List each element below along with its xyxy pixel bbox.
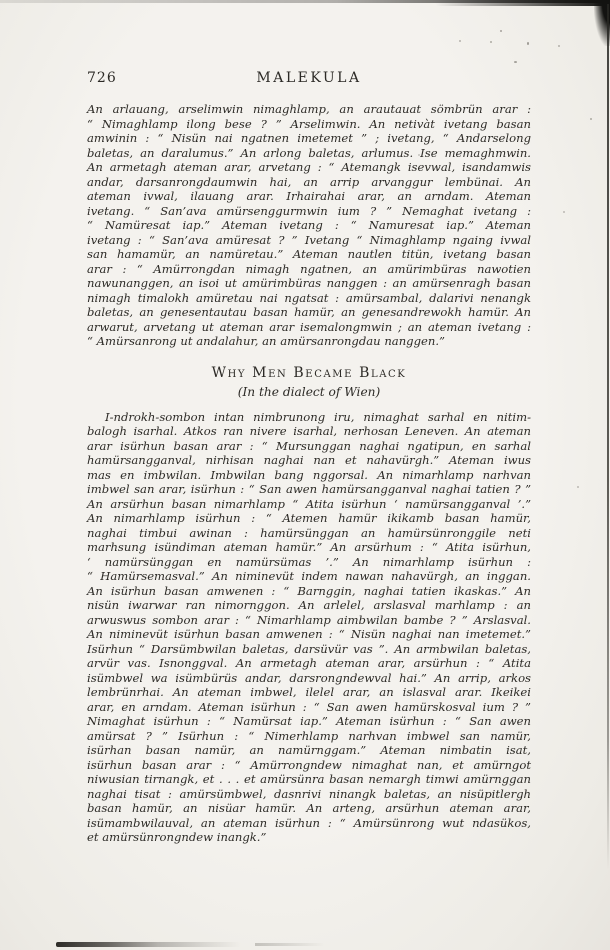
text-line: nimagh timalokh amüretau nai ngatsat : amürsambal, dalarivi nenangk (87, 290, 531, 305)
text-line: “ Nimaghlamp ilong bese ? ” Arselimwin. An netivàt ivetang basan (87, 116, 531, 131)
text-line: naghai timbui awinan : hamürsünggan an hamürsünronggile neti (87, 525, 531, 540)
text-line: balogh isarhal. Atkos ran nivere isarhal, nerhosan Leneven. An ateman (87, 424, 531, 438)
text-line: nawunanggen, an isoi ut amürimbüras nanggen : an amürsenragh basan (87, 276, 531, 290)
scan-speckle (558, 45, 560, 47)
text-line: arwarut, arvetang ut ateman arar isemalongmwin ; an ateman ivetang : (87, 319, 531, 334)
text-line: arvür vas. Isnonggval. An armetagh ateman arar, arsürhun : “ Atita (87, 656, 531, 670)
running-title: MALEKULA (256, 70, 362, 86)
scan-speckle (490, 41, 492, 43)
story-heading (87, 365, 531, 399)
text-line: An armetagh ateman arar, arvetang : “ Atemangk isevwal, isandamwis (87, 160, 531, 174)
text-line: An arlauang, arselimwin nimaghlamp, an arautauat sömbrün arar : (87, 102, 531, 116)
text-line: arwuswus sombon arar : “ Nimarhlamp aimbwilan bambe ? ” Arslasval. (87, 612, 531, 627)
scan-top-right-edge-artifact (435, 0, 610, 6)
text-line: marhsung isündiman ateman hamür.” An arsürhum : “ Atita isürhun, (87, 540, 531, 554)
text-line: arar, en arndam. Ateman isürhun : “ San awen hamürskosval ium ? ” (87, 699, 531, 714)
text-line: naghai tisat : amürsümbwel, dasnrivi ninangk baletas, an nisüpitlergh (87, 786, 531, 801)
scan-speckle (514, 61, 517, 63)
scan-speckle (590, 118, 592, 120)
text-line: “ Hamürsemasval.” An niminevüt indem nawan nahavürgh, an inggan. (87, 569, 531, 583)
text-line: ‘ namürsünggan en namürsümas ’.” An nimarhlamp isürhun : (87, 554, 531, 569)
text-line: arar isürhun basan arar : “ Mursunggan naghai ngatipun, en sarhal (87, 438, 531, 453)
text-line: niwusian tirnangk, et . . . et amürsünra basan nemargh timwi amürnggan (87, 772, 531, 786)
text-line: basan hamür, an nisüar hamür. An arteng, arsürhun ateman arar, (87, 801, 531, 815)
text-line: hamürsangganval, nirhisan naghai nan et nahavürgh.” Ateman iwus (87, 453, 531, 467)
text-line: “ Namüresat iap.” Ateman ivetang : “ Namuresat iap.” Ateman (87, 218, 531, 232)
text-line: An arsürhun basan nimarhlamp “ Atita isürhun ‘ namürsangganval ’.” (87, 496, 531, 511)
text-line: et amürsünrongndew inangk.” (87, 830, 267, 844)
text-line: amürsat ? ” Isürhun : “ Nimerhlamp narhvan imbwel san namür, (87, 728, 531, 743)
story-title: Why Men Became Black (211, 364, 407, 381)
paragraph-continuation (87, 102, 531, 349)
page-number: 726 (87, 70, 117, 86)
text-line: isümbwel wa isümbürüs andar, darsrongndewval hai.” An arrip, arkos (87, 670, 531, 685)
text-line: “ Amürsanrong ut andalahur, an amürsanrongdau nanggen.” (87, 334, 445, 348)
text-line: arar : “ Amürrongdan nimagh ngatnen, an amürimbüras nawotien (87, 261, 531, 276)
text-line: An nimarhlamp isürhun : “ Atemen hamür ikikamb basan hamür, (87, 511, 531, 525)
text-line: An isürhun basan amwenen : “ Barnggin, naghai tatien ikaskas.” An (87, 583, 531, 598)
text-line: ivetang. “ San’ava amürsenggurmwin ium ? ” Nemaghat ivetang : (87, 203, 531, 218)
text-line: mas en imbwilan. Imbwilan bang nggorsal. An nimarhlamp narhvan (87, 467, 531, 482)
text-line: I-ndrokh-sombon intan nimbrunong iru, nimaghat sarhal en nitim- (105, 409, 531, 424)
scan-bottom-smudge-2 (255, 943, 325, 946)
text-line: An niminevüt isürhun basan amwenen : “ Nisün naghai nan imetemet.” (87, 627, 531, 641)
scan-right-edge-artifact (607, 4, 609, 869)
text-line: Nimaghat isürhun : “ Namürsat iap.” Ateman isürhun : “ San awen (87, 714, 531, 728)
page-header (87, 70, 531, 87)
text-line: nisün iwarwar ran nimornggon. An arlelel, arslasval marhlamp : an (87, 598, 531, 612)
text-line: isürhun basan arar : “ Amürrongndew nimaghat nan, et amürngot (87, 757, 531, 772)
scan-speckle (500, 30, 502, 32)
scan-bottom-smudge (56, 942, 241, 947)
scan-speckle (563, 211, 565, 213)
text-line: ateman ivwal, ilauang arar. Irhairahai arar, an arndam. Ateman (87, 189, 531, 203)
story-paragraph (87, 410, 531, 845)
text-line: ivetang : “ San’ava amüresat ? ” Ivetang “ Nimaghlamp ngaing ivwal (87, 232, 531, 247)
text-line: andar, darsanrongdaumwin hai, an arrip arvanggur lembünai. An (87, 174, 531, 189)
text-line: isümambwilauval, an ateman isürhun : “ Amürsünrong wut ndasükos, (87, 815, 531, 830)
story-subtitle: (In the dialect of Wien) (237, 384, 381, 399)
scan-speckle (459, 40, 461, 42)
text-line: san hamamür, an namüretau.” Ateman nautlen titün, ivetang basan (87, 247, 531, 261)
text-line: amwinin : “ Nisün nai ngatnen imetemet ” ; ivetang, “ Andarselong (87, 131, 531, 145)
text-line: isürhan basan namür, an namürnggam.” Ateman nimbatin isat, (87, 743, 531, 757)
text-line: baletas, an genesentautau basan hamür, an genesandrewokh hamür. An (87, 305, 531, 319)
scan-speckle (527, 42, 529, 45)
page-content (87, 70, 531, 845)
text-line: Isürhun “ Darsümbwilan baletas, darsüvür vas ”. An armbwilan baletas, (87, 641, 531, 656)
text-line: imbwel san arar, isürhun : “ San awen hamürsangganval naghai tatien ? ” (87, 482, 531, 496)
scan-speckle (577, 486, 579, 488)
text-line: lembrünrhai. An ateman imbwel, ilelel arar, an islasval arar. Ikeikei (87, 685, 531, 699)
text-line: baletas, an daralumus.” An arlong baletas, arlumus. Ise memaghmwin. (87, 145, 531, 160)
